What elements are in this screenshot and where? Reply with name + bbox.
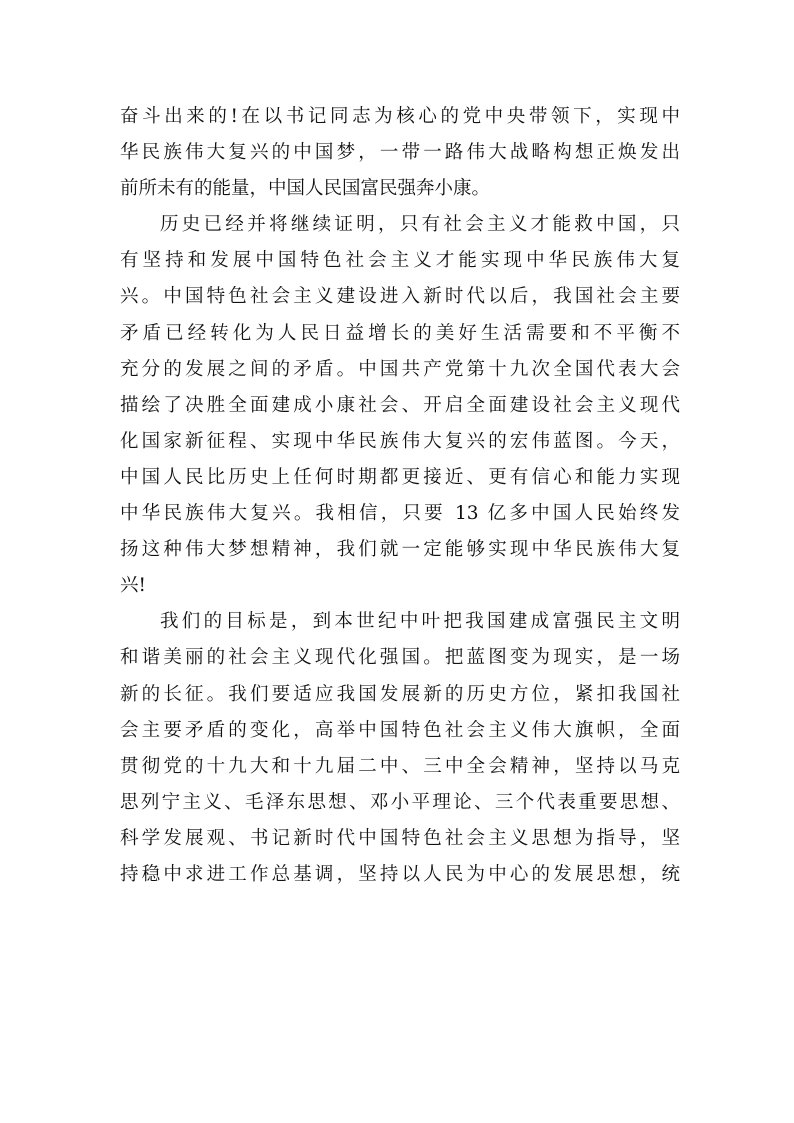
text-line: 贯彻党的十九大和十九届二中、三中全会精神，坚持以马克 bbox=[120, 755, 680, 777]
text-line: 华民族伟大复兴的中国梦，一带一路伟大战略构想正焕发出 bbox=[120, 142, 680, 164]
text-line: 中国人民比历史上任何时期都更接近、更有信心和能力实现 bbox=[120, 466, 680, 488]
text-line: 会主要矛盾的变化，高举中国特色社会主义伟大旗帜，全面 bbox=[120, 719, 680, 741]
text-line: 中华民族伟大复兴。我相信，只要 13 亿多中国人民始终发 bbox=[120, 503, 680, 525]
text-line: 化国家新征程、实现中华民族伟大复兴的宏伟蓝图。今天， bbox=[120, 430, 680, 452]
text-line: 扬这种伟大梦想精神，我们就一定能够实现中华民族伟大复 bbox=[120, 539, 680, 561]
text-line: 科学发展观、书记新时代中国特色社会主义思想为指导，坚 bbox=[120, 827, 680, 849]
text-line: 前所未有的能量，中国人民国富民强奔小康。 bbox=[120, 178, 491, 200]
text-line: 奋斗出来的!在以书记同志为核心的党中央带领下，实现中 bbox=[120, 106, 680, 127]
text-line: 和谐美丽的社会主义现代化强国。把蓝图变为现实，是一场 bbox=[120, 647, 680, 669]
text-line: 我们的目标是，到本世纪中叶把我国建成富强民主文明 bbox=[160, 611, 680, 633]
text-line: 描绘了决胜全面建成小康社会、开启全面建设社会主义现代 bbox=[120, 394, 680, 416]
text-line: 思列宁主义、毛泽东思想、邓小平理论、三个代表重要思想、 bbox=[120, 791, 680, 813]
text-line: 历史已经并将继续证明，只有社会主义才能救中国，只 bbox=[160, 214, 680, 236]
text-line: 矛盾已经转化为人民日益增长的美好生活需要和不平衡不 bbox=[120, 322, 680, 344]
text-line: 兴! bbox=[120, 575, 146, 597]
text-line: 新的长征。我们要适应我国发展新的历史方位，紧扣我国社 bbox=[120, 683, 680, 705]
text-line: 持稳中求进工作总基调，坚持以人民为中心的发展思想，统 bbox=[120, 863, 680, 885]
text-line: 兴。中国特色社会主义建设进入新时代以后，我国社会主要 bbox=[120, 286, 680, 308]
text-line: 有坚持和发展中国特色社会主义才能实现中华民族伟大复 bbox=[120, 250, 680, 272]
text-line: 充分的发展之间的矛盾。中国共产党第十九次全国代表大会 bbox=[120, 358, 680, 380]
document-body bbox=[120, 99, 680, 893]
